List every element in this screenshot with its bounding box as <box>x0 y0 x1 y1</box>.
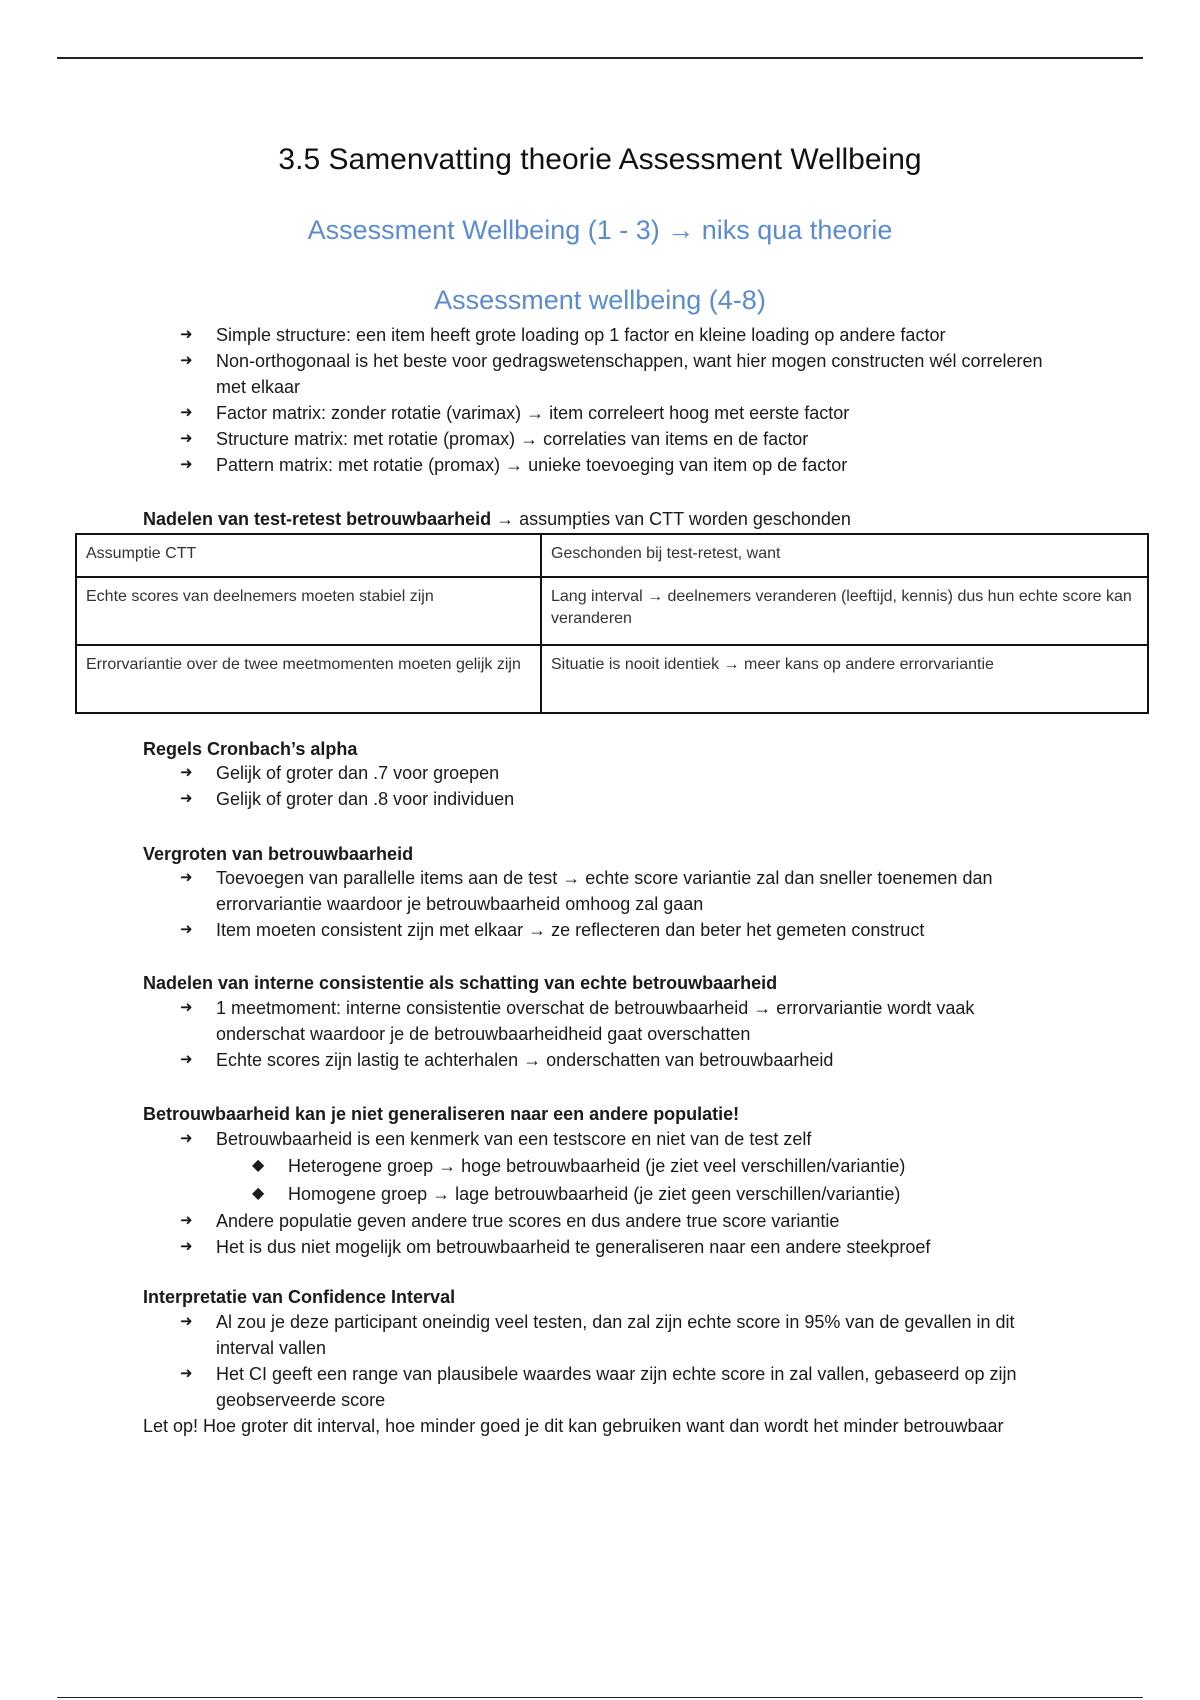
sub-list-item: ◆ Homogene groep → lage betrouwbaarheid (je ziet geen verschillen/variantie) <box>288 1180 1056 1208</box>
list-item: ➜ Pattern matrix: met rotatie (promax) → unieke toevoeging van item op de factor <box>216 452 1056 478</box>
list-item: ➜ Gelijk of groter dan .7 voor groepen <box>216 760 1056 786</box>
generaliseren-list <box>0 1126 1200 1260</box>
bottom-rule <box>57 1697 1143 1698</box>
ci-heading <box>143 1285 455 1309</box>
list-item: ➜ Echte scores zijn lastig te achterhalen → onderschatten van betrouwbaarheid <box>216 1047 1056 1073</box>
test-retest-heading-rest: → assumpties van CTT worden geschonden <box>491 509 851 529</box>
ci-block <box>0 1309 1200 1413</box>
heading-assessment-1-3: Assessment Wellbeing (1 - 3) → niks qua theorie <box>307 215 893 245</box>
generaliseren-heading <box>143 1102 739 1126</box>
list-item: ➜ Simple structure: een item heeft grote loading op 1 factor en kleine loading op andere factor <box>216 322 1056 348</box>
table-cell: Situatie is nooit identiek → meer kans op andere errorvariantie <box>541 645 1148 713</box>
list-item-text: Betrouwbaarheid is een kenmerk van een testscore en niet van de test zelf <box>216 1129 812 1149</box>
table-cell: Lang interval → deelnemers veranderen (leeftijd, kennis) dus hun echte score kan veranderen <box>541 577 1148 645</box>
test-retest-heading <box>143 507 851 531</box>
heading-assessment-4-8: Assessment wellbeing (4-8) <box>434 285 766 315</box>
cronbach-list <box>0 760 1200 812</box>
list-item: ➜ Andere populatie geven andere true scores en dus andere true score variantie <box>216 1208 1056 1234</box>
interne-list <box>0 995 1200 1073</box>
cronbach-heading <box>143 737 357 761</box>
table-header-row <box>76 534 1148 577</box>
vergroten-heading <box>143 842 413 866</box>
list-item: ➜ Factor matrix: zonder rotatie (varimax) → item correleert hoog met eerste factor <box>216 400 1056 426</box>
table-cell: Echte scores van deelnemers moeten stabiel zijn <box>76 577 541 645</box>
list-item: ➜ Het is dus niet mogelijk om betrouwbaarheid te generaliseren naar een andere steekproef <box>216 1234 1056 1260</box>
interne-heading <box>143 971 777 995</box>
sub-list-item: ◆ Heterogene groep → hoge betrouwbaarheid (je ziet veel verschillen/variantie) <box>288 1152 1056 1180</box>
table-header-cell: Geschonden bij test-retest, want <box>541 534 1148 577</box>
table-row <box>76 577 1148 645</box>
generaliseren-heading-text: Betrouwbaarheid kan je niet generaliseren naar een andere populatie! <box>143 1104 740 1124</box>
table-header-cell: Assumptie CTT <box>76 534 541 577</box>
list-item: ➜ Non-orthogonaal is het beste voor gedragswetenschappen, want hier mogen constructen wél correleren met elkaar <box>216 348 1056 400</box>
list-item: ➜ Gelijk of groter dan .8 voor individuen <box>216 786 1056 812</box>
top-rule <box>57 57 1143 59</box>
list-item: ➜ Item moeten consistent zijn met elkaar → ze reflecteren dan beter het gemeten construct <box>216 917 1056 943</box>
interne-heading-text: Nadelen van interne consistentie als schatting van echte betrouwbaarheid <box>143 973 778 993</box>
list-item: ➜ Het CI geeft een range van plausibele waardes waar zijn echte score in zal vallen, gebaseerd op zijn geobserveerde score <box>216 1361 1056 1413</box>
cronbach-block <box>0 760 1200 812</box>
ci-heading-text: Interpretatie van Confidence Interval <box>143 1287 456 1307</box>
vergroten-list <box>0 865 1200 943</box>
table-cell: Errorvariantie over de twee meetmomenten moeten gelijk zijn <box>76 645 541 713</box>
ci-list <box>0 1309 1200 1413</box>
vergroten-block <box>0 865 1200 943</box>
generaliseren-block <box>0 1126 1200 1260</box>
vergroten-heading-text: Vergroten van betrouwbaarheid <box>143 844 414 864</box>
ci-note: Let op! Hoe groter dit interval, hoe minder goed je dit kan gebruiken want dan wordt het minder betrouwbaar <box>143 1416 1004 1436</box>
intro-list <box>0 322 1200 478</box>
list-item: ➜ Structure matrix: met rotatie (promax) → correlaties van items en de factor <box>216 426 1056 452</box>
interne-block <box>0 995 1200 1073</box>
list-item: ➜ 1 meetmoment: interne consistentie overschat de betrouwbaarheid → errorvariantie wordt vaak onderschat waardoor je de betrouwbaarheidheid gaat overschatten <box>216 995 1056 1047</box>
page-title: 3.5 Samenvatting theorie Assessment Wellbeing <box>278 143 922 176</box>
sub-list <box>216 1152 1056 1208</box>
list-item: ➜ Al zou je deze participant oneindig veel testen, dan zal zijn echte score in 95% van de gevallen in dit interval vallen <box>216 1309 1056 1361</box>
list-item <box>216 1126 1056 1208</box>
list-item: ➜ Toevoegen van parallelle items aan de test → echte score variantie zal dan sneller toenemen dan errorvariantie waardoor je betrouwbaarheid omhoog zal gaan <box>216 865 1056 917</box>
test-retest-heading-bold: Nadelen van test-retest betrouwbaarheid <box>143 509 492 529</box>
table-row <box>76 645 1148 713</box>
cronbach-heading-text: Regels Cronbach’s alpha <box>143 739 358 759</box>
intro-list-block <box>0 322 1200 478</box>
ctt-table <box>75 533 1149 714</box>
